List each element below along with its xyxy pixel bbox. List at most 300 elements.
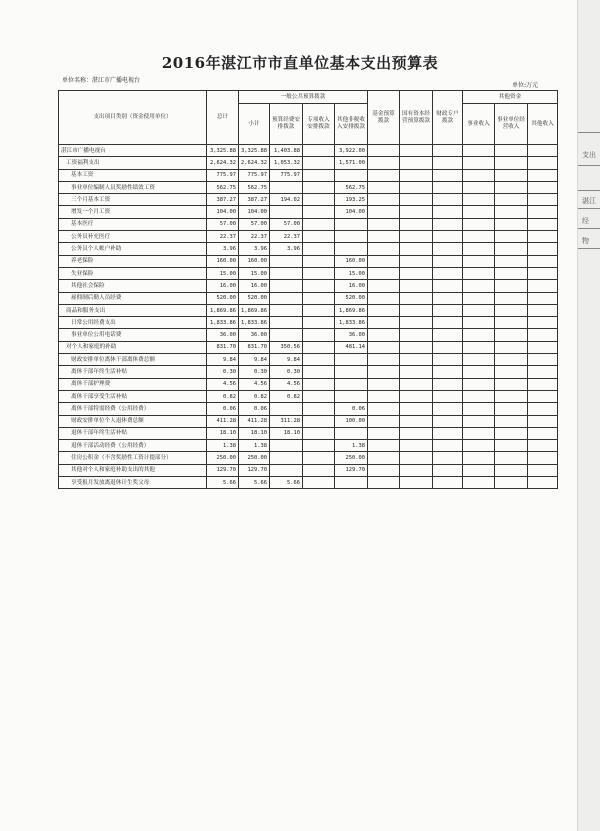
cell-empty xyxy=(433,206,463,218)
cell-budget: 5.66 xyxy=(270,477,303,489)
cell-empty xyxy=(368,317,400,329)
cell-budget xyxy=(270,304,303,316)
cell-empty xyxy=(528,267,558,279)
cell-empty xyxy=(528,304,558,316)
cell-special xyxy=(303,145,335,157)
cell-other xyxy=(335,218,368,230)
cell-empty xyxy=(433,464,463,476)
cell-empty xyxy=(528,366,558,378)
row-label: 湛江市广播电视台 xyxy=(59,145,207,157)
cell-empty xyxy=(400,194,433,206)
cell-empty xyxy=(495,243,528,255)
cell-empty xyxy=(400,378,433,390)
cell-empty xyxy=(495,341,528,353)
cell-total: 3.96 xyxy=(207,243,239,255)
cell-empty xyxy=(463,145,495,157)
page-title: 2016年湛江市市直单位基本支出预算表 xyxy=(161,54,439,72)
header-general-budget: 一般公共预算拨款 xyxy=(239,91,368,104)
cell-total: 22.37 xyxy=(207,231,239,243)
cell-subtotal: 562.75 xyxy=(239,181,270,193)
cell-special xyxy=(303,206,335,218)
cell-special xyxy=(303,255,335,267)
cell-empty xyxy=(495,403,528,415)
header-other-nontax: 其他非税收入安排拨款 xyxy=(335,104,368,145)
cell-special xyxy=(303,169,335,181)
cell-empty xyxy=(495,452,528,464)
cell-empty xyxy=(463,403,495,415)
row-label: 工资福利支出 xyxy=(59,157,207,169)
cell-special xyxy=(303,218,335,230)
cell-subtotal: 520.00 xyxy=(239,292,270,304)
cell-other: 100.00 xyxy=(335,415,368,427)
cell-empty xyxy=(400,304,433,316)
cell-empty xyxy=(463,415,495,427)
cell-empty xyxy=(528,440,558,452)
table-row xyxy=(59,194,558,206)
row-label: 退休干部年终生活补贴 xyxy=(59,427,207,439)
cell-empty xyxy=(528,354,558,366)
cell-empty xyxy=(433,169,463,181)
table-row xyxy=(59,427,558,439)
cell-empty xyxy=(400,452,433,464)
cell-total: 104.00 xyxy=(207,206,239,218)
row-label: 日常公用经费支出 xyxy=(59,317,207,329)
cell-other: 36.00 xyxy=(335,329,368,341)
cell-empty xyxy=(433,280,463,292)
cell-budget xyxy=(270,317,303,329)
cell-total: 18.10 xyxy=(207,427,239,439)
cell-empty xyxy=(528,403,558,415)
row-label: 享受报月发放离退休计生奖父母 xyxy=(59,477,207,489)
row-label: 增发一个月工资 xyxy=(59,206,207,218)
cell-empty xyxy=(463,304,495,316)
cell-empty xyxy=(463,267,495,279)
cell-subtotal: 0.06 xyxy=(239,403,270,415)
cell-empty xyxy=(433,267,463,279)
cell-subtotal: 775.97 xyxy=(239,169,270,181)
cell-empty xyxy=(400,440,433,452)
cell-empty xyxy=(463,280,495,292)
cell-total: 4.56 xyxy=(207,378,239,390)
cell-subtotal: 387.27 xyxy=(239,194,270,206)
cell-total: 1.38 xyxy=(207,440,239,452)
cell-empty xyxy=(495,440,528,452)
cell-budget xyxy=(270,440,303,452)
cell-empty xyxy=(433,378,463,390)
edge-text: 湛江 xyxy=(582,197,596,205)
cell-budget xyxy=(270,403,303,415)
cell-subtotal: 9.84 xyxy=(239,354,270,366)
cell-special xyxy=(303,366,335,378)
cell-budget: 0.82 xyxy=(270,390,303,402)
row-label: 失业保险 xyxy=(59,267,207,279)
cell-total: 775.97 xyxy=(207,169,239,181)
cell-total: 5.66 xyxy=(207,477,239,489)
cell-special xyxy=(303,329,335,341)
cell-budget: 3.96 xyxy=(270,243,303,255)
table-row xyxy=(59,145,558,157)
cell-special xyxy=(303,415,335,427)
cell-special xyxy=(303,477,335,489)
cell-other: 0.06 xyxy=(335,403,368,415)
cell-total: 129.70 xyxy=(207,464,239,476)
cell-empty xyxy=(495,378,528,390)
row-label: 公务员补充医疗 xyxy=(59,231,207,243)
cell-budget xyxy=(270,452,303,464)
cell-subtotal: 411.28 xyxy=(239,415,270,427)
cell-empty xyxy=(368,267,400,279)
row-label: 离休干部享受生活补贴 xyxy=(59,390,207,402)
cell-empty xyxy=(528,378,558,390)
cell-subtotal: 104.00 xyxy=(239,206,270,218)
cell-empty xyxy=(368,157,400,169)
table-row xyxy=(59,255,558,267)
cell-empty xyxy=(433,218,463,230)
cell-empty xyxy=(463,243,495,255)
table-row xyxy=(59,169,558,181)
header-other-income: 其他收入 xyxy=(528,104,558,145)
row-label: 商品和服务支出 xyxy=(59,304,207,316)
edge-text: 物 xyxy=(582,237,589,245)
cell-empty xyxy=(495,304,528,316)
cell-empty xyxy=(368,390,400,402)
cell-empty xyxy=(433,243,463,255)
cell-empty xyxy=(495,280,528,292)
cell-empty xyxy=(368,440,400,452)
cell-special xyxy=(303,427,335,439)
table-row xyxy=(59,181,558,193)
cell-other xyxy=(335,366,368,378)
cell-special xyxy=(303,341,335,353)
cell-empty xyxy=(368,243,400,255)
cell-empty xyxy=(433,390,463,402)
row-label: 基本医疗 xyxy=(59,218,207,230)
cell-subtotal: 22.37 xyxy=(239,231,270,243)
edge-text: 支出 xyxy=(582,151,596,159)
cell-empty xyxy=(400,477,433,489)
cell-empty xyxy=(433,255,463,267)
unit-name: 单位名称：湛江市广播电视台 xyxy=(62,77,141,84)
cell-empty xyxy=(400,280,433,292)
cell-other xyxy=(335,378,368,390)
cell-other: 1,571.00 xyxy=(335,157,368,169)
cell-special xyxy=(303,243,335,255)
cell-special xyxy=(303,354,335,366)
edge-text: 经 xyxy=(582,217,589,225)
cell-empty xyxy=(400,415,433,427)
cell-empty xyxy=(400,145,433,157)
cell-empty xyxy=(368,194,400,206)
cell-special xyxy=(303,378,335,390)
cell-special xyxy=(303,403,335,415)
cell-empty xyxy=(463,329,495,341)
cell-empty xyxy=(433,366,463,378)
cell-other: 250.00 xyxy=(335,452,368,464)
cell-empty xyxy=(495,317,528,329)
cell-budget: 4.56 xyxy=(270,378,303,390)
table-row xyxy=(59,218,558,230)
cell-empty xyxy=(368,403,400,415)
cell-empty xyxy=(528,218,558,230)
cell-empty xyxy=(495,390,528,402)
cell-empty xyxy=(433,157,463,169)
cell-empty xyxy=(528,317,558,329)
header-state-capital: 国有资本经营预算拨款 xyxy=(400,91,433,145)
cell-budget: 9.84 xyxy=(270,354,303,366)
cell-empty xyxy=(368,231,400,243)
header-fiscal-special: 财政专户拨款 xyxy=(433,91,463,145)
cell-special xyxy=(303,157,335,169)
cell-empty xyxy=(463,427,495,439)
cell-empty xyxy=(433,341,463,353)
cell-special xyxy=(303,267,335,279)
cell-total: 16.00 xyxy=(207,280,239,292)
cell-empty xyxy=(528,329,558,341)
cell-special xyxy=(303,304,335,316)
cell-other: 160.00 xyxy=(335,255,368,267)
cell-empty xyxy=(400,403,433,415)
cell-budget xyxy=(270,206,303,218)
cell-budget: 194.02 xyxy=(270,194,303,206)
cell-other xyxy=(335,169,368,181)
cell-empty xyxy=(368,464,400,476)
cell-empty xyxy=(368,292,400,304)
cell-empty xyxy=(400,255,433,267)
header-operating-income: 事业单位经营收入 xyxy=(495,104,528,145)
cell-empty xyxy=(400,169,433,181)
cell-empty xyxy=(433,403,463,415)
cell-budget: 1,403.88 xyxy=(270,145,303,157)
row-label: 退休干部活动经费（公用经费） xyxy=(59,440,207,452)
cell-subtotal: 18.10 xyxy=(239,427,270,439)
cell-budget: 775.97 xyxy=(270,169,303,181)
cell-empty xyxy=(463,181,495,193)
cell-total: 57.00 xyxy=(207,218,239,230)
row-label: 其他社会保险 xyxy=(59,280,207,292)
cell-other xyxy=(335,477,368,489)
cell-empty xyxy=(495,267,528,279)
cell-subtotal: 15.00 xyxy=(239,267,270,279)
cell-total: 2,624.32 xyxy=(207,157,239,169)
header-business-income: 事业收入 xyxy=(463,104,495,145)
cell-empty xyxy=(368,206,400,218)
cell-budget: 1,053.32 xyxy=(270,157,303,169)
cell-budget: 0.30 xyxy=(270,366,303,378)
cell-empty xyxy=(528,390,558,402)
row-label: 雇佣制后勤人员经费 xyxy=(59,292,207,304)
cell-empty xyxy=(400,427,433,439)
row-label: 其他对个人和家庭补助支出的其他 xyxy=(59,464,207,476)
row-label: 财政安排单位离休干部离休费总额 xyxy=(59,354,207,366)
cell-total: 1,833.86 xyxy=(207,317,239,329)
cell-other: 193.25 xyxy=(335,194,368,206)
cell-budget: 311.28 xyxy=(270,415,303,427)
header-subtotal: 小计 xyxy=(239,104,270,145)
cell-empty xyxy=(463,255,495,267)
cell-empty xyxy=(433,329,463,341)
cell-special xyxy=(303,280,335,292)
cell-empty xyxy=(400,243,433,255)
cell-empty xyxy=(433,477,463,489)
cell-empty xyxy=(400,329,433,341)
cell-empty xyxy=(400,157,433,169)
cell-empty xyxy=(433,145,463,157)
cell-empty xyxy=(368,304,400,316)
header-category: 支出项目类别（资金使用单位） xyxy=(59,91,207,145)
cell-empty xyxy=(495,329,528,341)
cell-empty xyxy=(528,255,558,267)
cell-total: 0.06 xyxy=(207,403,239,415)
cell-empty xyxy=(528,477,558,489)
table-row xyxy=(59,280,558,292)
header-special-income: 专项收入安排拨款 xyxy=(303,104,335,145)
cell-empty xyxy=(528,194,558,206)
cell-empty xyxy=(463,292,495,304)
cell-budget: 57.00 xyxy=(270,218,303,230)
cell-special xyxy=(303,317,335,329)
cell-empty xyxy=(433,317,463,329)
row-label: 三个月基本工资 xyxy=(59,194,207,206)
cell-special xyxy=(303,231,335,243)
cell-empty xyxy=(463,464,495,476)
budget-table xyxy=(58,90,558,489)
row-label: 基本工资 xyxy=(59,169,207,181)
cell-other: 1.38 xyxy=(335,440,368,452)
row-label: 养老保险 xyxy=(59,255,207,267)
table-row xyxy=(59,452,558,464)
cell-empty xyxy=(400,231,433,243)
cell-empty xyxy=(463,218,495,230)
header-total: 总计 xyxy=(207,91,239,145)
cell-subtotal: 1.38 xyxy=(239,440,270,452)
cell-total: 0.30 xyxy=(207,366,239,378)
cell-total: 562.75 xyxy=(207,181,239,193)
cell-empty xyxy=(400,354,433,366)
cell-subtotal: 250.00 xyxy=(239,452,270,464)
cell-empty xyxy=(463,206,495,218)
cell-other xyxy=(335,243,368,255)
cell-total: 387.27 xyxy=(207,194,239,206)
row-label: 事业单位公用电话费 xyxy=(59,329,207,341)
row-label: 公务员个人帐户补助 xyxy=(59,243,207,255)
table-row xyxy=(59,378,558,390)
cell-subtotal: 57.00 xyxy=(239,218,270,230)
cell-empty xyxy=(463,341,495,353)
cell-empty xyxy=(368,354,400,366)
cell-empty xyxy=(400,267,433,279)
cell-empty xyxy=(433,231,463,243)
cell-total: 411.28 xyxy=(207,415,239,427)
cell-empty xyxy=(400,181,433,193)
cell-empty xyxy=(400,341,433,353)
table-row xyxy=(59,157,558,169)
cell-special xyxy=(303,181,335,193)
cell-subtotal: 831.70 xyxy=(239,341,270,353)
cell-empty xyxy=(528,341,558,353)
table-row xyxy=(59,415,558,427)
table-row xyxy=(59,292,558,304)
cell-empty xyxy=(368,280,400,292)
cell-subtotal: 0.82 xyxy=(239,390,270,402)
cell-empty xyxy=(528,206,558,218)
cell-empty xyxy=(528,169,558,181)
cell-empty xyxy=(433,292,463,304)
cell-empty xyxy=(463,231,495,243)
cell-empty xyxy=(400,317,433,329)
table-row xyxy=(59,354,558,366)
cell-empty xyxy=(463,452,495,464)
cell-budget: 18.10 xyxy=(270,427,303,439)
table-row xyxy=(59,341,558,353)
cell-total: 1,869.86 xyxy=(207,304,239,316)
cell-other: 562.75 xyxy=(335,181,368,193)
cell-empty xyxy=(495,181,528,193)
table-row xyxy=(59,243,558,255)
header-other-funds: 其他资金 xyxy=(463,91,558,104)
cell-other: 15.00 xyxy=(335,267,368,279)
cell-empty xyxy=(495,157,528,169)
cell-empty xyxy=(495,255,528,267)
cell-empty xyxy=(463,366,495,378)
row-label: 对个人和家庭的补助 xyxy=(59,341,207,353)
cell-empty xyxy=(528,181,558,193)
cell-other: 1,869.86 xyxy=(335,304,368,316)
cell-budget xyxy=(270,181,303,193)
cell-empty xyxy=(368,341,400,353)
cell-empty xyxy=(495,206,528,218)
cell-total: 831.70 xyxy=(207,341,239,353)
cell-subtotal: 129.70 xyxy=(239,464,270,476)
cell-empty xyxy=(463,169,495,181)
cell-other: 129.70 xyxy=(335,464,368,476)
cell-subtotal: 4.56 xyxy=(239,378,270,390)
header-fund-budget: 基金预算拨款 xyxy=(368,91,400,145)
cell-special xyxy=(303,464,335,476)
cell-special xyxy=(303,452,335,464)
row-label: 财政安排单位个人退休费总额 xyxy=(59,415,207,427)
cell-total: 520.00 xyxy=(207,292,239,304)
cell-empty xyxy=(495,145,528,157)
cell-empty xyxy=(368,415,400,427)
table-row xyxy=(59,231,558,243)
cell-total: 250.00 xyxy=(207,452,239,464)
cell-empty xyxy=(368,329,400,341)
cell-empty xyxy=(463,157,495,169)
cell-empty xyxy=(368,181,400,193)
cell-empty xyxy=(433,181,463,193)
cell-empty xyxy=(433,427,463,439)
cell-empty xyxy=(463,390,495,402)
cell-empty xyxy=(400,218,433,230)
cell-empty xyxy=(433,415,463,427)
cell-total: 36.00 xyxy=(207,329,239,341)
row-label: 事业单位编制人员奖励性绩效工资 xyxy=(59,181,207,193)
cell-empty xyxy=(495,194,528,206)
cell-empty xyxy=(495,366,528,378)
cell-subtotal: 5.66 xyxy=(239,477,270,489)
row-label: 离休干部年终生活补贴 xyxy=(59,366,207,378)
cell-subtotal: 3,325.88 xyxy=(239,145,270,157)
cell-budget xyxy=(270,464,303,476)
table-row xyxy=(59,477,558,489)
cell-empty xyxy=(463,354,495,366)
cell-empty xyxy=(368,255,400,267)
cell-empty xyxy=(400,206,433,218)
cell-empty xyxy=(433,440,463,452)
cell-total: 0.82 xyxy=(207,390,239,402)
cell-empty xyxy=(528,280,558,292)
row-label: 离休干部护理费 xyxy=(59,378,207,390)
